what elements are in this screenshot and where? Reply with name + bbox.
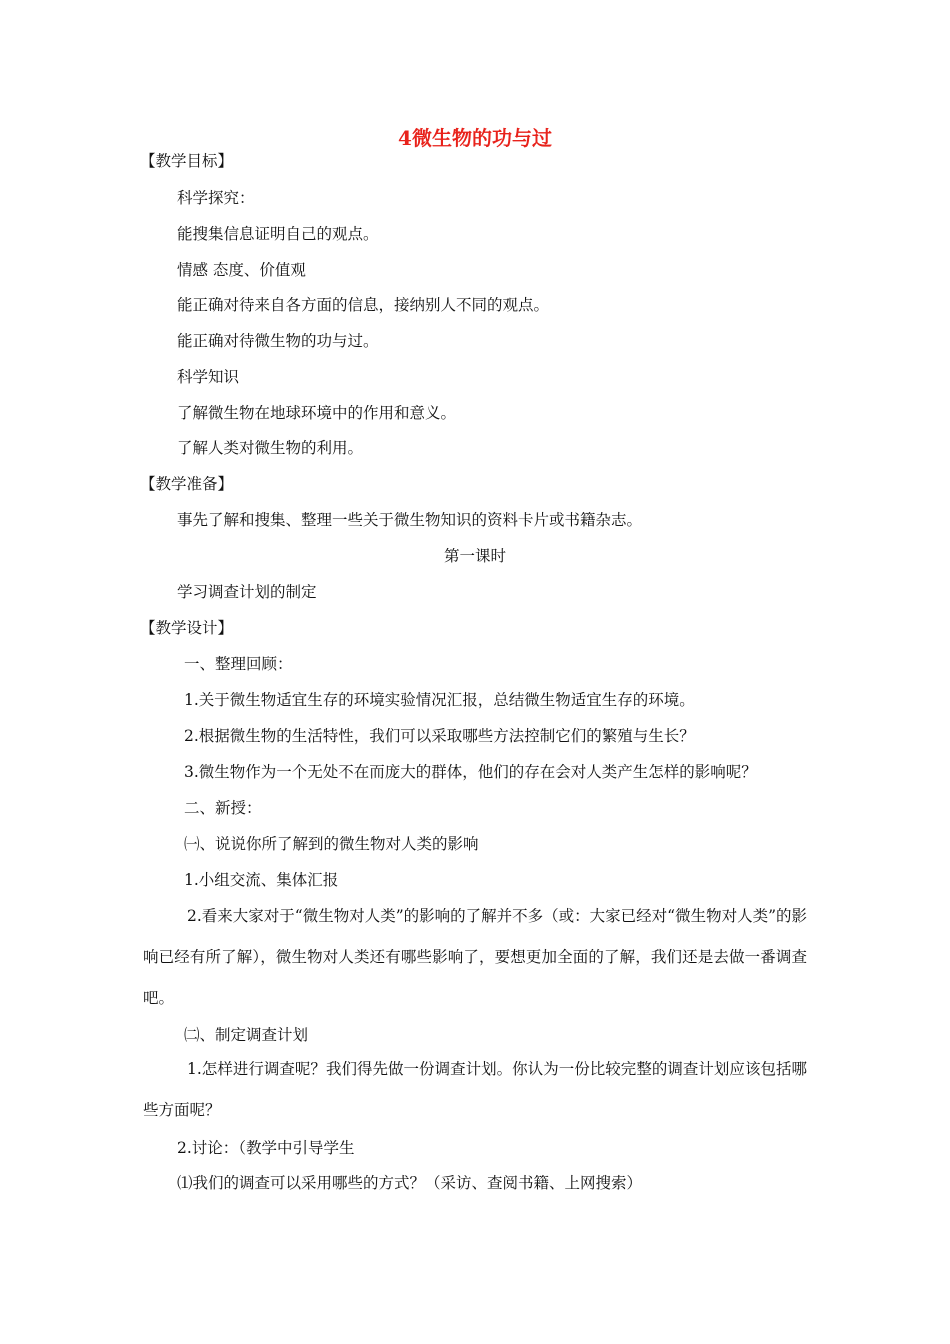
goals-line: 能正确对待微生物的功与过。 bbox=[177, 332, 379, 350]
sub1-item: 1.小组交流、集体汇报 bbox=[184, 871, 339, 889]
sub2-item: 2.讨论：（教学中引导学生 bbox=[177, 1139, 355, 1157]
goals-heading: 【教学目标】 bbox=[140, 152, 234, 170]
goals-line: 情感 态度、价值观 bbox=[177, 261, 306, 279]
sub2-paragraph: 1.怎样进行调查呢？我们得先做一份调查计划。你认为一份比较完整的调查计划应该包括哪些方面呢？ bbox=[143, 1060, 807, 1119]
sub1-title: ㈠、说说你所了解到的微生物对人类的影响 bbox=[184, 835, 479, 853]
goals-line: 能搜集信息证明自己的观点。 bbox=[177, 225, 379, 243]
part1-item: 1.关于微生物适宜生存的环境实验情况汇报，总结微生物适宜生存的环境。 bbox=[184, 691, 695, 709]
document-title: 4微生物的功与过 bbox=[398, 126, 552, 150]
part1-title: 一、整理回顾： bbox=[184, 655, 293, 673]
goals-line: 科学知识 bbox=[177, 368, 240, 386]
sub1-paragraph: 2.看来大家对于“微生物对人类”的影响的了解并不多（或：大家已经对“微生物对人类”的影响已经有所了解），微生物对人类还有哪些影响了，要想更加全面的了解，我们还是去做一番调查吧。 bbox=[143, 907, 807, 1007]
goals-line: 能正确对待来自各方面的信息，接纳别人不同的观点。 bbox=[177, 296, 550, 314]
sub2-item: ⑴我们的调查可以采用哪些的方式？（采访、查阅书籍、上网搜索） bbox=[177, 1174, 643, 1192]
sub2-title: ㈡、制定调查计划 bbox=[184, 1026, 309, 1044]
lesson-label: 第一课时 bbox=[443, 547, 506, 565]
prep-line: 事先了解和搜集、整理一些关于微生物知识的资料卡片或书籍杂志。 bbox=[177, 511, 643, 529]
part1-item: 2.根据微生物的生活特性，我们可以采取哪些方法控制它们的繁殖与生长？ bbox=[184, 727, 695, 745]
part2-title: 二、新授： bbox=[184, 799, 262, 817]
part1-item: 3.微生物作为一个无处不在而庞大的群体，他们的存在会对人类产生怎样的影响呢？ bbox=[184, 763, 757, 781]
design-heading: 【教学设计】 bbox=[140, 619, 234, 637]
goals-line: 科学探究： bbox=[177, 189, 255, 207]
goals-line: 了解人类对微生物的利用。 bbox=[177, 439, 364, 457]
lesson-topic: 学习调查计划的制定 bbox=[177, 583, 317, 601]
prep-heading: 【教学准备】 bbox=[140, 475, 234, 493]
goals-line: 了解微生物在地球环境中的作用和意义。 bbox=[177, 404, 457, 422]
